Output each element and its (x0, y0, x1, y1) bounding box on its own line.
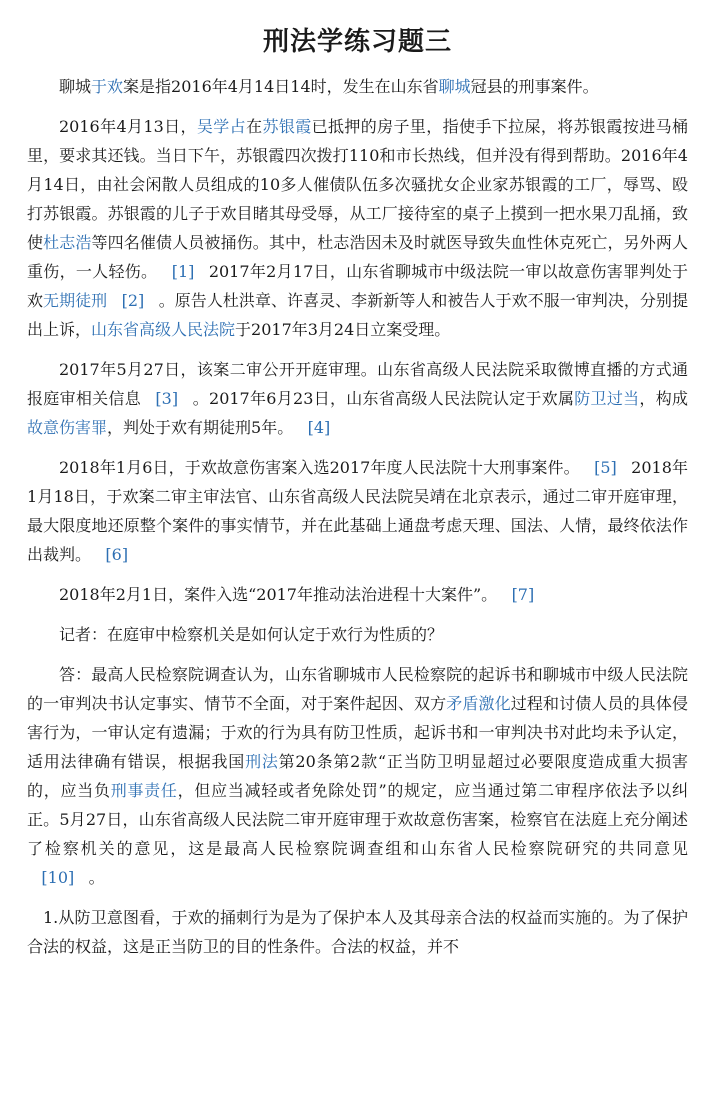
citation-link[interactable]: [10] (41, 868, 75, 887)
text-segment: 记者：在庭审中检察机关是如何认定于欢行为性质的？ (59, 625, 444, 644)
text-segment: 在 (246, 117, 263, 136)
text-segment: 2018年1月6日，于欢故意伤害案入选2017年度人民法院十大刑事案件。 (59, 458, 580, 477)
paragraph-p5 (27, 620, 688, 649)
term-link[interactable]: 聊城 (438, 77, 471, 96)
paragraph-p6 (27, 660, 688, 892)
paragraph-p3 (27, 453, 688, 569)
term-link[interactable]: 刑法 (245, 752, 279, 771)
text-segment: 案是指2016年4月14日14时，发生在山东省 (123, 77, 439, 96)
text-segment: ，构成 (639, 389, 688, 408)
page-title: 刑法学练习题三 (262, 27, 452, 57)
paragraph-p1 (27, 112, 688, 344)
text-segment: 。原告人杜洪章、许喜灵、李新新等人和被告人于欢不服一审判决，分别提出上诉， (27, 291, 688, 339)
text-segment: 。 (88, 868, 105, 887)
citation-link[interactable]: [6] (105, 545, 129, 564)
text-segment: 冠县的刑事案件。 (470, 77, 599, 96)
term-link[interactable]: 防卫过当 (574, 389, 640, 408)
document-body (27, 72, 688, 961)
text-segment: 2018年1月18日，于欢案二审主审法官、山东省高级人民法院吴靖在北京表示，通过二审开庭审理，最大限度地还原整个案件的事实情节，并在此基础上通盘考虑天理、国法、人情，最终依法作出裁判。 (27, 458, 688, 564)
paragraph-p4 (27, 580, 688, 609)
text-segment: 2018年2月1日，案件入选“2017年推动法治进程十大案件”。 (59, 585, 498, 604)
term-link[interactable]: 杜志浩 (43, 233, 92, 252)
term-link[interactable]: 吴学占 (196, 117, 247, 136)
text-segment: 已抵押的房子里，指使手下拉屎，将苏银霞按进马桶里，要求其还钱。当日下午，苏银霞四次拨打110和市长热线，但并没有得到帮助。2016年4月14日，由社会闲散人员组成的10多人催债队伍多次骚扰女企业家苏银霞的工厂，辱骂、殴打苏银霞。苏银霞的儿子于欢目睹其母受辱，从工厂接待室的桌子上摸到一把水果刀乱捅，致使 (27, 117, 688, 252)
term-link[interactable]: 无期徒刑 (43, 291, 108, 310)
text-segment: 第20条第2款“正当防卫明显超过必要限度造成重大损害的，应当负 (27, 752, 688, 800)
text-segment: 答：最高人民检察院调查认为，山东省聊城市人民检察院的起诉书和聊城市中级人民法院的一审判决书认定事实、情节不全面，对于案件起因、双方 (27, 665, 688, 713)
text-segment: 等四名催债人员被捅伤。其中，杜志浩因未及时就医导致失血性休克死亡，另外两人重伤，一人轻伤。 (27, 233, 688, 281)
text-segment: ，判处于欢有期徒刑5年。 (107, 418, 294, 437)
term-link[interactable]: 刑事责任 (110, 781, 178, 800)
term-link[interactable]: 故意伤害罪 (27, 418, 108, 437)
term-link[interactable]: 于欢 (91, 77, 124, 96)
citation-link[interactable]: [1] (171, 262, 195, 281)
citation-link[interactable]: [2] (121, 291, 145, 310)
text-segment: 2017年2月17日，山东省聊城市中级法院一审以故意伤害罪判处于欢 (27, 262, 688, 310)
citation-link[interactable]: [7] (511, 585, 535, 604)
text-segment: ，但应当减轻或者免除处罚”的规定，应当通过第二审程序依法予以纠正。5月27日，山东省高级人民法院二审开庭审理于欢故意伤害案，检察官在法庭上充分阐述了检察机关的意见，这是最高人民检察院调查组和山东省人民检察院研究的共同意见 (27, 781, 688, 858)
text-segment: 聊城 (59, 77, 92, 96)
text-segment: 2016年4月13日， (59, 117, 197, 136)
term-link[interactable]: 苏银霞 (262, 117, 312, 136)
paragraph-intro (27, 72, 688, 101)
text-segment: 1.从防卫意图看，于欢的捅刺行为是为了保护本人及其母亲合法的权益而实施的。为了保护合法的权益，这是正当防卫的目的性条件。合法的权益，并不 (27, 908, 688, 956)
text-segment: 于2017年3月24日立案受理。 (235, 320, 451, 339)
text-segment: 。2017年6月23日，山东省高级人民法院认定于欢属 (192, 389, 575, 408)
text-segment: 过程和讨债人员的具体侵害行为，一审认定有遗漏；于欢的行为具有防卫性质，起诉书和一审判决书对此均未予认定，适用法律确有错误，根据我国 (27, 694, 688, 771)
text-segment: 2017年5月27日，该案二审公开开庭审理。山东省高级人民法院采取微博直播的方式通报庭审相关信息 (27, 360, 688, 408)
paragraph-p2 (27, 355, 688, 442)
citation-link[interactable]: [3] (155, 389, 179, 408)
citation-link[interactable]: [4] (307, 418, 331, 437)
term-link[interactable]: 矛盾激化 (446, 694, 511, 713)
term-link[interactable]: 山东省高级人民法院 (91, 320, 236, 339)
citation-link[interactable]: [5] (594, 458, 617, 477)
paragraph-p7 (27, 903, 688, 961)
